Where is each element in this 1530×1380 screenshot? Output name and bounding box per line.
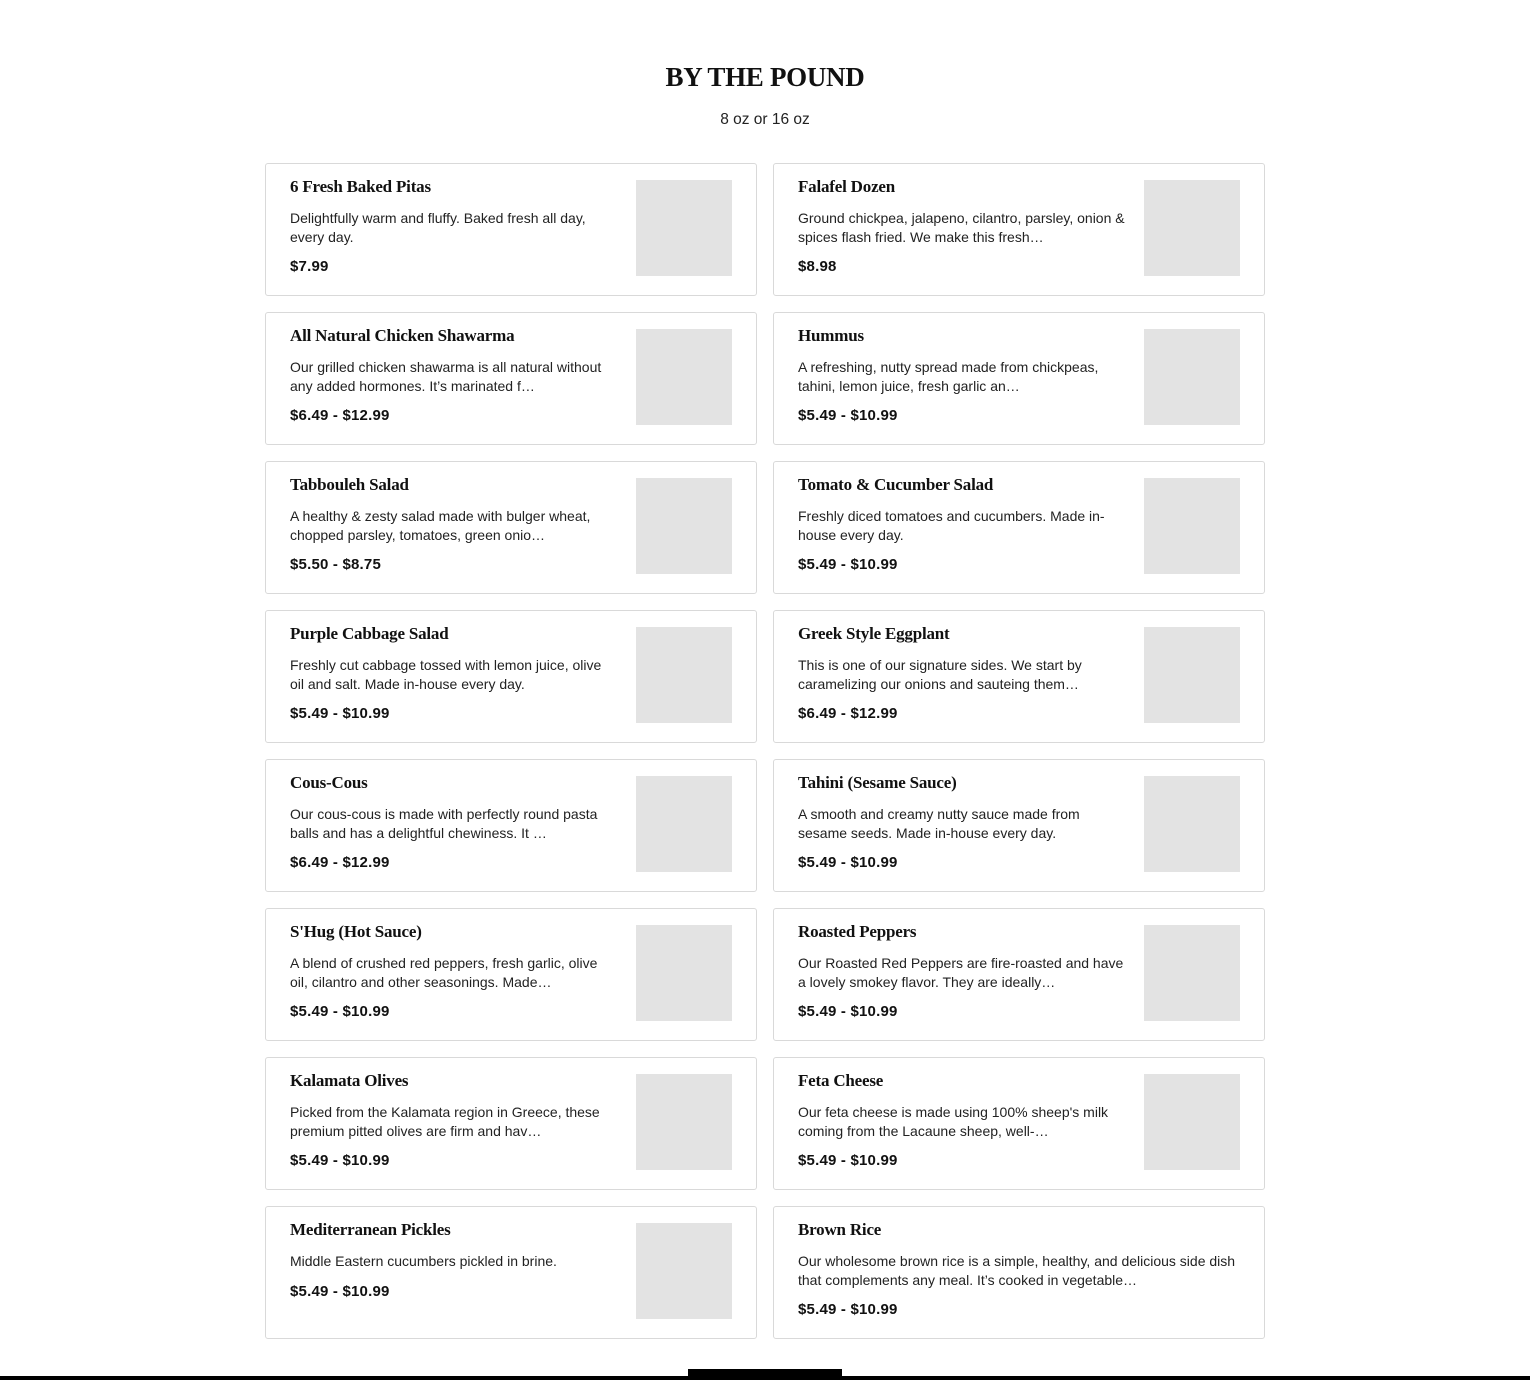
menu-item-price: $5.49 - $10.99: [798, 1003, 898, 1020]
menu-item-text: [290, 176, 618, 277]
menu-item-card[interactable]: [773, 610, 1265, 743]
menu-item-image: [636, 1223, 732, 1319]
menu-item-card[interactable]: [773, 1206, 1265, 1339]
menu-item-image: [636, 776, 732, 872]
menu-item-description: Our grilled chicken shawarma is all natural without any added hormones. It’s marinated f…: [290, 359, 602, 394]
menu-item-image: [636, 1074, 732, 1170]
menu-item-price: $5.49 - $10.99: [290, 1003, 390, 1020]
menu-item-price: $6.49 - $12.99: [290, 407, 390, 424]
menu-item-text: [290, 1070, 618, 1171]
menu-item-price: $5.49 - $10.99: [798, 1301, 898, 1318]
menu-item-name: S'Hug (Hot Sauce): [290, 922, 422, 941]
menu-item-description: Delightfully warm and fluffy. Baked fresh all day, every day.: [290, 210, 586, 245]
menu-item-price: $5.49 - $10.99: [798, 407, 898, 424]
menu-item-name: Tomato & Cucumber Salad: [798, 475, 994, 494]
menu-item-price: $8.98: [798, 258, 837, 275]
menu-item-card[interactable]: [265, 461, 757, 594]
menu-item-card[interactable]: [265, 163, 757, 296]
menu-item-description: A blend of crushed red peppers, fresh garlic, olive oil, cilantro and other seasonings. Made…: [290, 955, 598, 990]
menu-item-name: Feta Cheese: [798, 1071, 884, 1090]
menu-item-image: [1144, 776, 1240, 872]
menu-item-description: Our feta cheese is made using 100% sheep's milk coming from the Lacaune sheep, well-…: [798, 1104, 1109, 1139]
menu-item-price: $5.49 - $10.99: [290, 1282, 390, 1300]
menu-item-description: A healthy & zesty salad made with bulger wheat, chopped parsley, tomatoes, green onio…: [290, 508, 591, 543]
menu-item-image: [1144, 925, 1240, 1021]
menu-item-image: [1144, 180, 1240, 276]
menu-item-price: $5.49 - $10.99: [798, 1152, 898, 1169]
menu-item-text: [798, 1219, 1242, 1320]
menu-item-text: [290, 921, 618, 1022]
menu-item-card[interactable]: [265, 759, 757, 892]
menu-item-name: Tahini (Sesame Sauce): [798, 773, 957, 792]
menu-item-description: Freshly cut cabbage tossed with lemon juice, olive oil and salt. Made in-house every day.: [290, 657, 602, 692]
menu-item-card[interactable]: [773, 908, 1265, 1041]
menu-item-text: [798, 1070, 1126, 1171]
menu-item-card[interactable]: [265, 908, 757, 1041]
menu-item-price: $5.49 - $10.99: [290, 705, 390, 722]
menu-item-image: [636, 627, 732, 723]
menu-item-text: [798, 176, 1126, 277]
menu-item-card[interactable]: [773, 461, 1265, 594]
menu-item-name: Tabbouleh Salad: [290, 475, 409, 494]
menu-item-image: [636, 925, 732, 1021]
menu-item-price: $5.49 - $10.99: [798, 556, 898, 573]
menu-item-text: [290, 772, 618, 873]
menu-item-price: $6.49 - $12.99: [798, 705, 898, 722]
section-subtitle: 8 oz or 16 oz: [720, 111, 810, 128]
menu-item-price: $5.49 - $10.99: [798, 854, 898, 871]
menu-item-description: Ground chickpea, jalapeno, cilantro, parsley, onion & spices flash fried. We make this fresh…: [798, 210, 1125, 245]
menu-item-image: [636, 180, 732, 276]
menu-item-description: A smooth and creamy nutty sauce made from sesame seeds. Made in-house every day.: [798, 806, 1080, 841]
menu-item-card[interactable]: [773, 759, 1265, 892]
menu-item-image: [1144, 478, 1240, 574]
menu-item-text: [290, 325, 618, 426]
menu-item-name: Hummus: [798, 326, 864, 345]
menu-item-text: [290, 1219, 618, 1302]
menu-item-name: All Natural Chicken Shawarma: [290, 326, 515, 345]
menu-item-description: Picked from the Kalamata region in Greece, these premium pitted olives are firm and hav…: [290, 1104, 600, 1139]
menu-item-text: [798, 921, 1126, 1022]
menu-item-image: [1144, 1074, 1240, 1170]
menu-item-card[interactable]: [773, 312, 1265, 445]
menu-item-text: [798, 772, 1126, 873]
menu-item-text: [798, 325, 1126, 426]
menu-item-card[interactable]: [773, 1057, 1265, 1190]
menu-item-image: [1144, 627, 1240, 723]
menu-item-price: $5.49 - $10.99: [290, 1152, 390, 1169]
menu-item-text: [798, 474, 1126, 575]
menu-item-text: [290, 623, 618, 724]
menu-item-description: A refreshing, nutty spread made from chickpeas, tahini, lemon juice, fresh garlic an…: [798, 359, 1099, 394]
menu-item-card[interactable]: [265, 312, 757, 445]
menu-item-description: Middle Eastern cucumbers pickled in brine.: [290, 1253, 557, 1269]
menu-item-image: [636, 478, 732, 574]
menu-item-description: This is one of our signature sides. We start by caramelizing our onions and sauteing them…: [798, 657, 1082, 692]
menu-item-card[interactable]: [265, 1206, 757, 1339]
menu-item-name: Brown Rice: [798, 1220, 882, 1239]
menu-item-name: Greek Style Eggplant: [798, 624, 950, 643]
menu-item-description: Our wholesome brown rice is a simple, healthy, and delicious side dish that complements any meal. It’s cooked in vegetable…: [798, 1253, 1236, 1288]
menu-item-description: Our cous-cous is made with perfectly round pasta balls and has a delightful chewiness. It …: [290, 806, 598, 841]
section-title: BY THE POUND: [665, 62, 865, 92]
menu-item-card[interactable]: [265, 1057, 757, 1190]
menu-item-price: $7.99: [290, 258, 329, 275]
menu-item-text: [798, 623, 1126, 724]
bottom-tab-button[interactable]: [688, 1369, 842, 1380]
menu-item-image: [1144, 329, 1240, 425]
menu-item-text: [290, 474, 618, 575]
menu-item-image: [636, 329, 732, 425]
menu-item-price: $5.50 - $8.75: [290, 556, 382, 573]
menu-item-name: Mediterranean Pickles: [290, 1220, 451, 1239]
menu-item-card[interactable]: [265, 610, 757, 743]
menu-item-name: 6 Fresh Baked Pitas: [290, 177, 431, 196]
menu-item-name: Purple Cabbage Salad: [290, 624, 449, 643]
menu-item-description: Our Roasted Red Peppers are fire-roasted and have a lovely smokey flavor. They are ideally…: [798, 955, 1124, 990]
menu-item-name: Roasted Peppers: [798, 922, 917, 941]
menu-item-price: $6.49 - $12.99: [290, 854, 390, 871]
menu-item-name: Cous-Cous: [290, 773, 368, 792]
menu-item-name: Falafel Dozen: [798, 177, 896, 196]
menu-item-grid: [265, 163, 1265, 1339]
menu-item-description: Freshly diced tomatoes and cucumbers. Made in-house every day.: [798, 508, 1105, 543]
menu-item-name: Kalamata Olives: [290, 1071, 409, 1090]
menu-item-card[interactable]: [773, 163, 1265, 296]
